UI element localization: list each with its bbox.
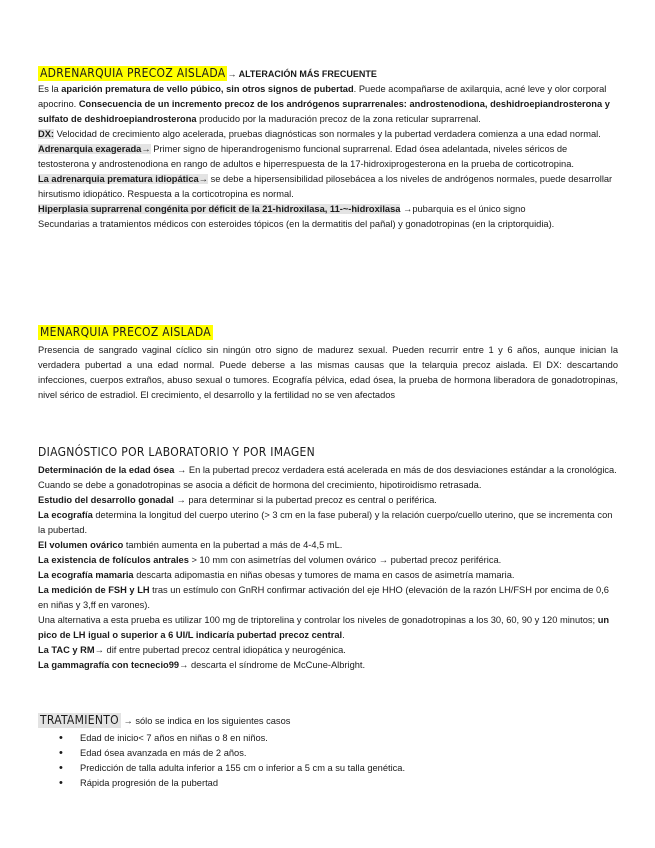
section-title: MENARQUIA PRECOZ AISLADA [40, 325, 211, 339]
paragraph-dx: DX: Velocidad de crecimiento algo acelerada, pruebas diagnósticas son normales y la pubertad verdadera comienza a una edad normal. [38, 129, 601, 139]
section-heading-line [38, 325, 618, 341]
section-heading-line [38, 66, 618, 82]
section-menarquia [38, 325, 618, 403]
paragraph-tac-rm: La TAC y RM→ dif entre pubertad precoz central idiopática y neurogénica. [38, 645, 346, 655]
paragraph: Presencia de sangrado vaginal cíclico sin ningún otro signo de madurez sexual. Pueden recurrir entre 1 y 6 años, aunque inician la verdadera pubertad a una edad normal. Puede deberse a las mismas causas que la telarquia precoz aislada. El DX: descartando infecciones, cuerpos extraños, abuso sexual o tumores. Ecografía pélvica, edad ósea, la prueba de hormona liberadora de gonadotropinas, nivel sérico de estradiol. El crecimiento, el desarrollo y la fertilidad no se ven afectados [38, 345, 618, 400]
list-item: • Rápida progresión de la pubertad [80, 776, 618, 791]
bullet-list [38, 731, 618, 791]
paragraph-eco-mamaria: La ecografía mamaria descarta adipomastia en niñas obesas y tumores de mama en casos de asimetría mamaria. [38, 570, 515, 580]
section-title-note: → sólo se indica en los siguientes casos [120, 716, 291, 726]
section-title: TRATAMIENTO [40, 713, 119, 727]
paragraph: Es la aparición prematura de vello púbico, sin otros signos de pubertad. Puede acompañarse de axilarquia, acné leve y olor corporal apocrino. Consecuencia de un incremento precoz de los andrógenos suprarrenales: androstenodiona, deshidroepiandrosterona y sulfato de deshidroepiandrosterona producido por la maduración precoz de la zona reticular suprarrenal. [38, 84, 610, 124]
paragraph-foliculos: La existencia de folículos antrales > 10 mm con asimetrías del volumen ovárico → pubertad precoz periférica. [38, 555, 502, 565]
section-adrenarquia [38, 66, 618, 232]
paragraph-volumen-ovarico: El volumen ovárico también aumenta en la pubertad a más de 4-4,5 mL. [38, 540, 343, 550]
section-tratamiento [38, 713, 618, 791]
paragraph-exagerada: Adrenarquia exagerada→ Primer signo de hiperandrogenismo funcional suprarrenal. Edad ósea adelantada, niveles séricos de testosterona y androstenodiona en rango de adultos e hiperrespuesta de la 17-hidroxiprogesterona en la prueba de corticotropina. [38, 144, 574, 169]
paragraph-secundarias: Secundarias a tratamientos médicos con esteroides tópicos (en la dermatitis del pañal) y gonadotropinas (en la criptorquidia). [38, 219, 555, 229]
list-item: • Edad de inicio< 7 años en niñas o 8 en niños. [80, 731, 618, 746]
section-title-note: → ALTERACIÓN MÁS FRECUENTE [227, 69, 377, 79]
section-title: DIAGNÓSTICO POR LABORATORIO Y POR IMAGEN [38, 445, 316, 459]
paragraph-ecografia: La ecografía determina la longitud del cuerpo uterino (> 3 cm en la fase puberal) y la relación cuerpo/cuello uterino, que se incrementa con la pubertad. [38, 510, 613, 535]
paragraph-edad-osea: Determinación de la edad ósea → En la pubertad precoz verdadera está acelerada en más de dos desviaciones estándar a la cronológica. Cuando se debe a gonadotropinas se asocia a déficit de hormona del crecimiento, hipotiroidismo retrasada. [38, 465, 617, 490]
paragraph-triptorelina: Una alternativa a esta prueba es utilizar 100 mg de triptorelina y controlar los niveles de gonadotropinas a los 30, 60, 90 y 120 minutos; un pico de LH igual o superior a 6 UI/L indicaría pubertad precoz central. [38, 615, 610, 640]
paragraph-fsh-lh: La medición de FSH y LH tras un estímulo con GnRH confirmar activación del eje HHO (elevación de la razón LH/FSH por encima de 0,6 en niñas y 3,ff en varones). [38, 585, 609, 610]
section-diagnostico [38, 445, 618, 673]
list-item: • Edad ósea avanzada en más de 2 años. [80, 746, 618, 761]
paragraph-idiopatica: La adrenarquia prematura idiopática→ se debe a hipersensibilidad pilosebácea a los niveles de andrógenos normales, puede desarrollar hirsutismo idiopático. Respuesta a la corticotropina es normal. [38, 174, 613, 199]
paragraph-hsc: Hiperplasia suprarrenal congénita por déficit de la 21-hidroxilasa, 11-~-hidroxilasa →pubarquia es el único signo [38, 204, 526, 214]
paragraph-gammagrafia: La gammagrafía con tecnecio99→ descarta el síndrome de McCune-Albright. [38, 660, 366, 670]
section-title: ADRENARQUIA PRECOZ AISLADA [40, 66, 226, 80]
paragraph-gonadal: Estudio del desarrollo gonadal → para determinar si la pubertad precoz es central o periférica. [38, 495, 437, 505]
list-item: • Predicción de talla adulta inferior a 155 cm o inferior a 5 cm a su talla genética. [80, 761, 618, 776]
section-heading-line [38, 713, 618, 729]
section-heading-line [38, 445, 618, 461]
